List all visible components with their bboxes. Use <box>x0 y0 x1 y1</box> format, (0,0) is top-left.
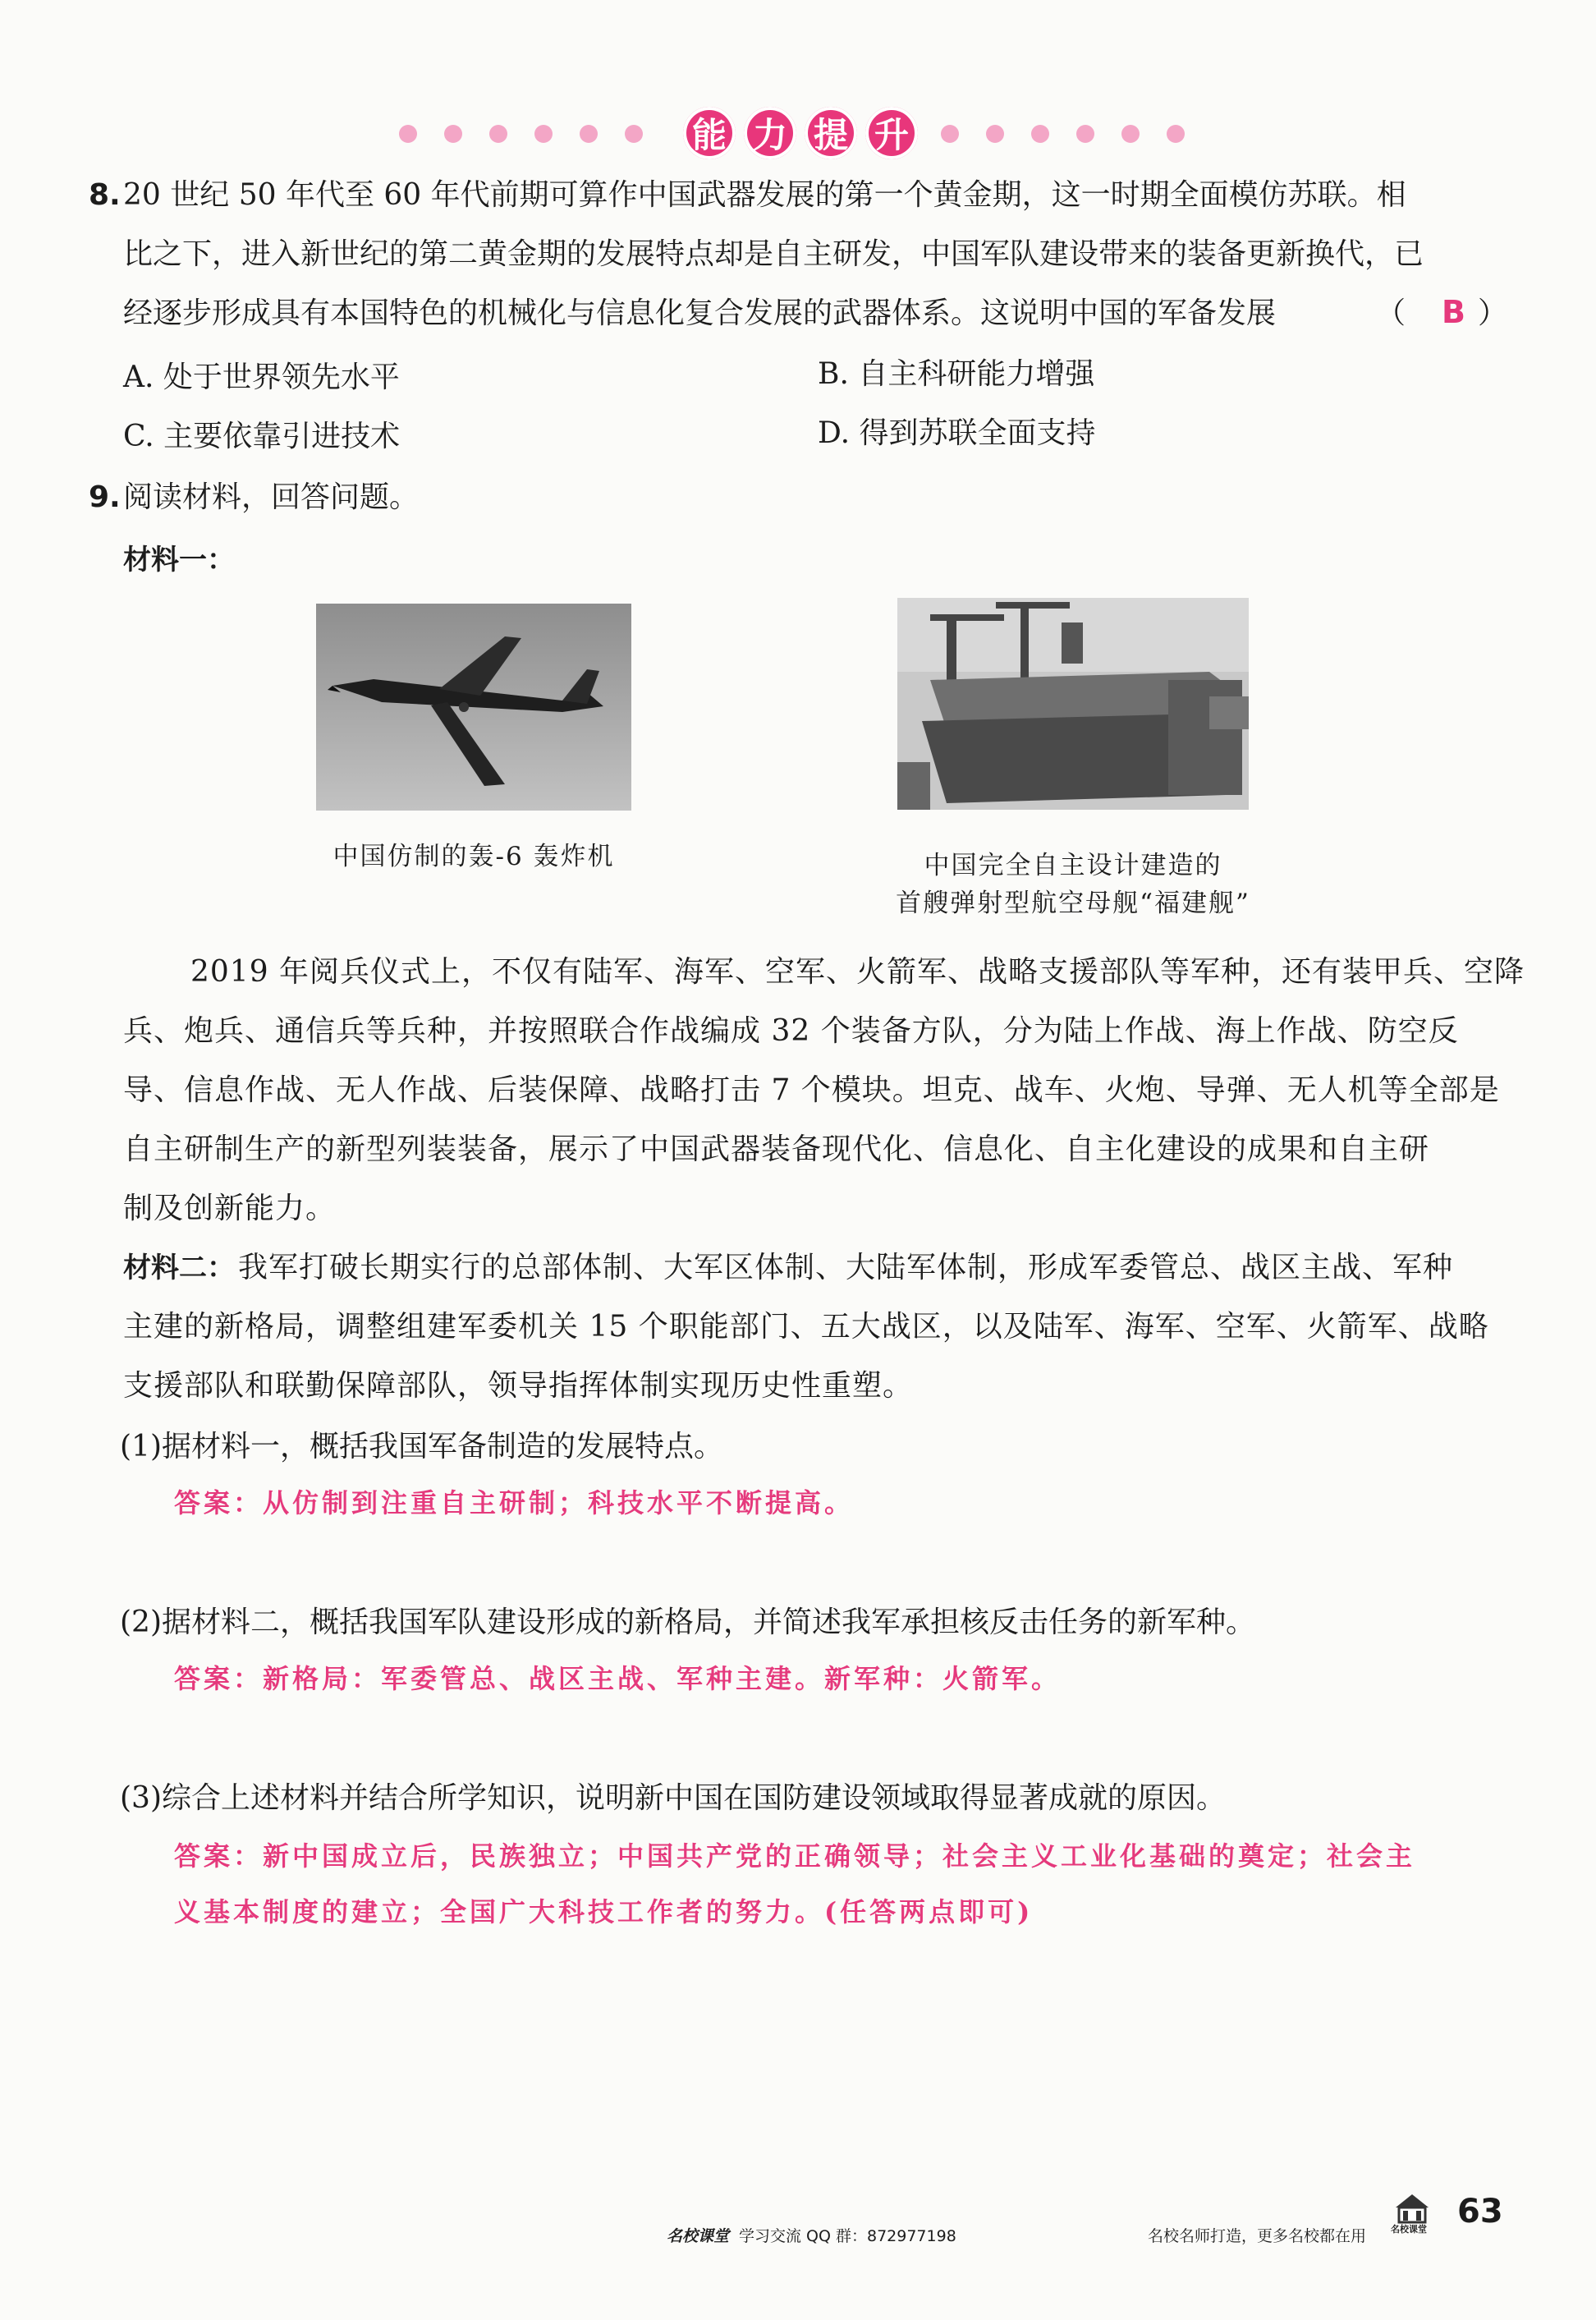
question-number: 8. <box>89 178 121 212</box>
sub-question-3: (3)综合上述材料并结合所学知识，说明新中国在国防建设领域取得显著成就的原因。 <box>120 1781 1226 1815</box>
decor-dot <box>399 125 417 143</box>
photo-caption: 中国仿制的轰-6 轰炸机 <box>332 842 615 871</box>
section-title-badge: 力 <box>744 107 796 159</box>
material-2-label: 材料二： <box>123 1252 235 1284</box>
option-d[interactable]: D. 得到苏联全面支持 <box>818 416 1096 450</box>
choice-answer: B <box>1442 294 1465 330</box>
material-1-text: 兵、炮兵、通信兵等兵种，并按照联合作战编成 32 个装备方队，分为陆上作战、海上作战、防空反 <box>123 1014 1459 1048</box>
option-a[interactable]: A. 处于世界领先水平 <box>123 361 400 394</box>
photo-caption: 中国完全自主设计建造的 <box>924 851 1222 880</box>
footer-slogan: 名校名师打造，更多名校都在用 <box>1148 2227 1367 2245</box>
question-number: 9. <box>89 480 121 514</box>
option-c[interactable]: C. 主要依靠引进技术 <box>123 420 401 453</box>
section-title-badge: 提 <box>805 107 857 159</box>
decor-dot <box>534 125 553 143</box>
question-stem: 阅读材料，回答问题。 <box>123 480 420 514</box>
question-text-line: 比之下，进入新世纪的第二黄金期的发展特点却是自主研发，中国军队建设带来的装备更新换代，已 <box>123 237 1424 271</box>
carrier-image <box>897 598 1249 810</box>
question-text-line: 经逐步形成具有本国特色的机械化与信息化复合发展的武器体系。这说明中国的军备发展 <box>123 296 1277 330</box>
bomber-photo <box>316 604 631 811</box>
decor-dot <box>1167 125 1185 143</box>
brand-logo-icon <box>1389 2188 1435 2234</box>
sub-question-1: (1)据材料一，概括我国军备制造的发展特点。 <box>120 1430 723 1463</box>
option-b[interactable]: B. 自主科研能力增强 <box>818 357 1095 391</box>
material-1-text: 导、信息作战、无人作战、后装保障、战略打击 7 个模块。坦克、战车、火炮、导弹、无人机等全部是 <box>123 1073 1500 1107</box>
decor-dot <box>580 125 598 143</box>
answer-bracket-close: ） <box>1478 296 1508 330</box>
material-2-text: 我军打破长期实行的总部体制、大军区体制、大陆军体制，形成军委管总、战区主战、军种 <box>238 1251 1454 1284</box>
photo-caption: 首艘弹射型航空母舰“福建舰” <box>896 889 1250 918</box>
carrier-photo <box>897 598 1249 810</box>
answer-3: 义基本制度的建立；全国广大科技工作者的努力。(任答两点即可) <box>174 1896 1034 1927</box>
page-number: 63 <box>1457 2193 1503 2230</box>
footer-qq: 学习交流 QQ 群：872977198 <box>739 2227 956 2245</box>
material-1-label: 材料一： <box>123 544 235 577</box>
answer-2: 答案：新格局：军委管总、战区主战、军种主建。新军种：火箭军。 <box>174 1663 1062 1694</box>
material-1-text: 自主研制生产的新型列装装备，展示了中国武器装备现代化、信息化、自主化建设的成果和自主研 <box>123 1132 1430 1166</box>
material-2-text: 主建的新格局，调整组建军委机关 15 个职能部门、五大战区，以及陆军、海军、空军、火箭军、战略 <box>123 1310 1489 1344</box>
material-1-text: 制及创新能力。 <box>123 1192 337 1225</box>
decor-dot <box>1076 125 1094 143</box>
logo-label: 名校课堂 <box>1391 2224 1427 2235</box>
decor-dot <box>489 125 507 143</box>
section-title-badge: 能 <box>683 107 736 159</box>
section-title-badge: 升 <box>865 107 918 159</box>
bomber-image <box>316 604 631 811</box>
decor-dot <box>625 125 643 143</box>
decor-dot <box>1121 125 1140 143</box>
material-2-text: 支援部队和联勤保障部队，领导指挥体制实现历史性重塑。 <box>123 1369 914 1403</box>
material-1-text: 2019 年阅兵仪式上，不仅有陆军、海军、空军、火箭军、战略支援部队等军种，还有装甲兵、空降 <box>190 955 1525 989</box>
sub-question-2: (2)据材料二，概括我国军队建设形成的新格局，并简述我军承担核反击任务的新军种。 <box>120 1606 1255 1639</box>
answer-1: 答案：从仿制到注重自主研制；科技水平不断提高。 <box>174 1487 855 1518</box>
question-text-line: 20 世纪 50 年代至 60 年代前期可算作中国武器发展的第一个黄金期，这一时期全面模仿苏联。相 <box>123 178 1406 212</box>
decor-dot <box>986 125 1004 143</box>
footer-brand: 名校课堂 <box>667 2227 730 2245</box>
answer-3: 答案：新中国成立后，民族独立；中国共产党的正确领导；社会主义工业化基础的奠定；社会主 <box>174 1840 1416 1872</box>
decor-dot <box>1031 125 1049 143</box>
answer-bracket-open: （ <box>1376 296 1406 330</box>
decor-dot <box>941 125 959 143</box>
decor-dot <box>444 125 462 143</box>
